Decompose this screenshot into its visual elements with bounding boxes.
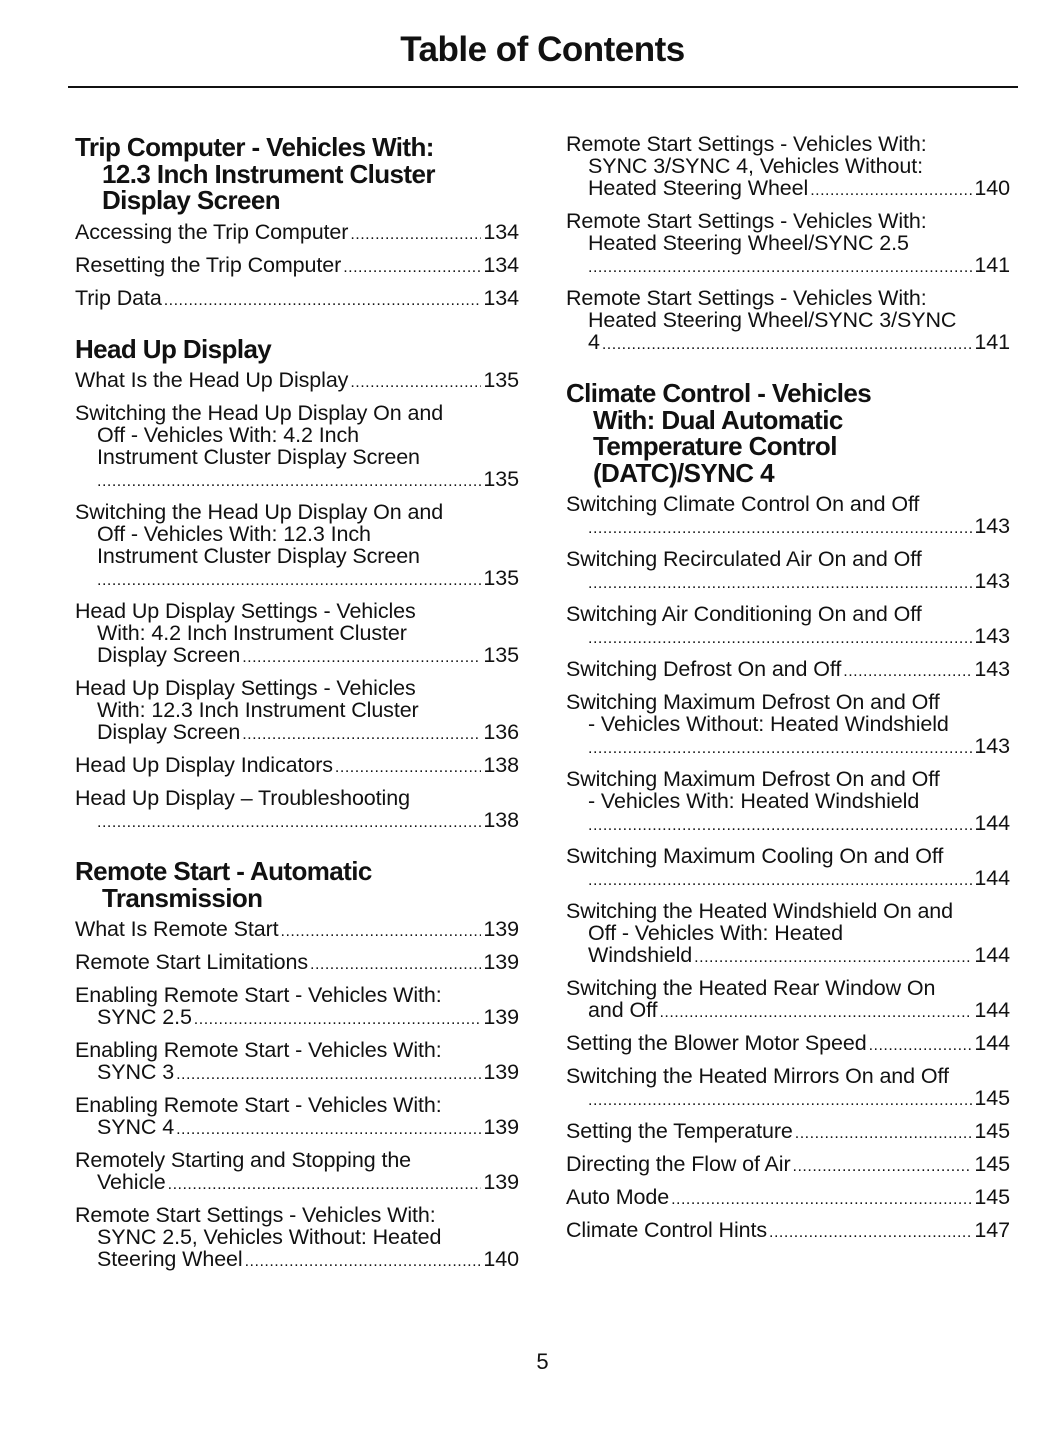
toc-entry-line bbox=[75, 523, 519, 545]
toc-page-number[interactable]: 135 bbox=[483, 467, 519, 491]
toc-entry[interactable] bbox=[75, 951, 519, 976]
dot-leader bbox=[164, 290, 482, 312]
dot-leader bbox=[588, 573, 972, 595]
toc-entry-last-line bbox=[566, 1219, 1010, 1244]
toc-entry[interactable] bbox=[566, 287, 1010, 356]
toc-entry-last-line bbox=[566, 1120, 1010, 1145]
toc-entry-last-line bbox=[75, 1248, 519, 1273]
toc-page-number[interactable]: 138 bbox=[483, 753, 519, 777]
toc-entry-text: Accessing the Trip Computer bbox=[75, 219, 349, 244]
dot-leader bbox=[242, 647, 481, 669]
toc-entry-line bbox=[566, 232, 1010, 254]
toc-section bbox=[566, 133, 1010, 356]
toc-entry[interactable] bbox=[75, 287, 519, 312]
toc-entry-last-line bbox=[566, 658, 1010, 683]
toc-entry[interactable] bbox=[75, 402, 519, 493]
toc-page-number[interactable]: 144 bbox=[974, 866, 1010, 890]
toc-entry-text: Remote Start Settings - Vehicles With: bbox=[75, 1203, 436, 1227]
toc-entry[interactable] bbox=[566, 845, 1010, 892]
toc-page-number[interactable]: 144 bbox=[974, 998, 1010, 1022]
dot-leader bbox=[176, 1064, 481, 1086]
toc-entry-text: Directing the Flow of Air bbox=[566, 1152, 791, 1176]
toc-entry-text: Remote Start Settings - Vehicles With: bbox=[566, 209, 927, 233]
toc-entry-text: Switching Recirculated Air On and Off bbox=[566, 547, 922, 571]
toc-page-number[interactable]: 139 bbox=[483, 1115, 519, 1139]
toc-entry-text: Enabling Remote Start - Vehicles With: bbox=[75, 1038, 442, 1062]
toc-entry-last-line bbox=[75, 468, 519, 493]
toc-entry[interactable] bbox=[566, 133, 1010, 202]
toc-entry-text: Heated Steering Wheel/SYNC 2.5 bbox=[588, 231, 909, 255]
toc-entry[interactable] bbox=[75, 221, 519, 246]
title-divider bbox=[68, 86, 1018, 88]
dot-leader bbox=[671, 1189, 972, 1211]
toc-entry[interactable] bbox=[566, 1219, 1010, 1244]
section-heading-line: Display Screen bbox=[102, 185, 281, 215]
toc-entry[interactable] bbox=[566, 1153, 1010, 1178]
toc-entry[interactable] bbox=[75, 918, 519, 943]
toc-entry[interactable] bbox=[75, 984, 519, 1031]
toc-page-number[interactable]: 144 bbox=[974, 811, 1010, 835]
toc-entry-line bbox=[75, 984, 519, 1006]
toc-entry-last-line bbox=[566, 944, 1010, 969]
toc-entry-text: Switching Climate Control On and Off bbox=[566, 492, 920, 516]
toc-entry-last-line bbox=[566, 735, 1010, 760]
section-heading-line: Remote Start - Automatic bbox=[75, 856, 372, 886]
dot-leader bbox=[343, 257, 481, 279]
toc-entry-text: SYNC 4 bbox=[97, 1115, 175, 1139]
toc-page-number[interactable]: 144 bbox=[974, 943, 1010, 967]
toc-entry-text: Steering Wheel bbox=[97, 1247, 243, 1271]
toc-entry-text: Off - Vehicles With: 4.2 Inch bbox=[97, 423, 359, 447]
toc-page-number[interactable]: 135 bbox=[483, 643, 519, 667]
toc-page-number[interactable]: 134 bbox=[483, 285, 519, 310]
dot-leader bbox=[176, 1119, 481, 1141]
section-heading-line: With: Dual Automatic bbox=[593, 404, 843, 435]
toc-entry-text: Remote Start Settings - Vehicles With: bbox=[566, 132, 927, 156]
section-heading-line: Trip Computer - Vehicles With: bbox=[75, 132, 434, 162]
section-heading-line: Climate Control - Vehicles bbox=[566, 378, 872, 408]
toc-entry[interactable] bbox=[75, 754, 519, 779]
toc-entry-text: SYNC 2.5 bbox=[97, 1005, 192, 1029]
toc-entry-text: Setting the Blower Motor Speed bbox=[566, 1031, 867, 1055]
toc-entry-text: Switching Air Conditioning On and Off bbox=[566, 602, 922, 626]
toc-entry-line bbox=[566, 155, 1010, 177]
toc-entry-text: Switching the Heated Windshield On and bbox=[566, 899, 954, 923]
section-heading bbox=[75, 858, 519, 911]
dot-leader bbox=[97, 812, 481, 834]
toc-entry-text: Setting the Temperature bbox=[566, 1119, 793, 1143]
toc-page-number[interactable]: 134 bbox=[483, 219, 519, 244]
toc-entry-text: Trip Data bbox=[75, 285, 162, 310]
toc-entry-text: Instrument Cluster Display Screen bbox=[97, 544, 420, 568]
toc-entry-last-line bbox=[566, 999, 1010, 1024]
toc-section bbox=[75, 858, 519, 1273]
toc-entry-line bbox=[566, 713, 1010, 735]
toc-page-number[interactable]: 143 bbox=[974, 514, 1010, 538]
toc-page-number[interactable]: 145 bbox=[974, 1185, 1010, 1209]
dot-leader bbox=[602, 334, 973, 356]
toc-entry-text: Switching the Head Up Display On and bbox=[75, 401, 444, 425]
toc-entry-line bbox=[566, 210, 1010, 232]
toc-entry-text: Heated Steering Wheel/SYNC 3/SYNC bbox=[588, 308, 957, 332]
toc-entry-line bbox=[75, 1094, 519, 1116]
toc-page-number[interactable]: 136 bbox=[483, 720, 519, 744]
toc-page-number[interactable]: 139 bbox=[483, 950, 519, 974]
toc-entry-text: Auto Mode bbox=[566, 1185, 670, 1209]
toc-page-number[interactable]: 134 bbox=[483, 252, 519, 277]
toc-entry-last-line bbox=[566, 254, 1010, 279]
toc-entry[interactable] bbox=[75, 1094, 519, 1141]
dot-leader bbox=[588, 1090, 972, 1112]
toc-entry-line bbox=[566, 603, 1010, 625]
dot-leader bbox=[843, 661, 972, 683]
toc-entry-text: Display Screen bbox=[97, 720, 241, 744]
dot-leader bbox=[588, 257, 972, 279]
toc-entry-line bbox=[566, 691, 1010, 713]
dot-leader bbox=[194, 1009, 482, 1031]
toc-page-number[interactable]: 143 bbox=[974, 657, 1010, 681]
toc-entry-last-line bbox=[75, 1171, 519, 1196]
toc-entry-line bbox=[566, 493, 1010, 515]
toc-entry-text: With: 12.3 Inch Instrument Cluster bbox=[97, 698, 419, 722]
toc-entry-text: Head Up Display Indicators bbox=[75, 753, 333, 777]
toc-section bbox=[75, 333, 519, 835]
toc-entry-line bbox=[75, 545, 519, 567]
toc-entry-line bbox=[75, 501, 519, 523]
section-heading bbox=[566, 380, 1010, 486]
dot-leader bbox=[694, 947, 972, 969]
toc-entry-text: and Off bbox=[588, 998, 658, 1022]
toc-entry-last-line bbox=[75, 567, 519, 592]
toc-page-number[interactable]: 145 bbox=[974, 1086, 1010, 1110]
toc-entry-text: Switching Maximum Defrost On and Off bbox=[566, 690, 940, 714]
toc-entry-line bbox=[75, 1149, 519, 1171]
dot-leader bbox=[588, 628, 972, 650]
toc-entry-text: Remote Start Settings - Vehicles With: bbox=[566, 286, 927, 310]
toc-entry-line bbox=[566, 287, 1010, 309]
toc-entry-line bbox=[75, 699, 519, 721]
toc-entry-text: What Is Remote Start bbox=[75, 917, 279, 941]
toc-entry-text: - Vehicles Without: Heated Windshield bbox=[588, 712, 949, 736]
section-heading-line: Head Up Display bbox=[75, 333, 272, 364]
toc-page-number[interactable]: 143 bbox=[974, 624, 1010, 648]
section-heading-line: 12.3 Inch Instrument Cluster bbox=[102, 158, 435, 189]
toc-entry-last-line bbox=[75, 754, 519, 779]
toc-entry-text: Switching Maximum Cooling On and Off bbox=[566, 844, 944, 868]
toc-entry-text: Vehicle bbox=[97, 1170, 166, 1194]
toc-column-right bbox=[566, 133, 1010, 1268]
toc-entry-line bbox=[75, 1204, 519, 1226]
toc-entry[interactable] bbox=[566, 977, 1010, 1024]
toc-page-number[interactable]: 140 bbox=[483, 1247, 519, 1271]
toc-entry-line bbox=[75, 677, 519, 699]
dot-leader bbox=[659, 1002, 972, 1024]
toc-page-number[interactable]: 139 bbox=[483, 1170, 519, 1194]
toc-entry-text: Enabling Remote Start - Vehicles With: bbox=[75, 983, 442, 1007]
toc-entry[interactable] bbox=[566, 1186, 1010, 1211]
toc-entry-text: Switching the Heated Rear Window On bbox=[566, 976, 936, 1000]
toc-entry-line bbox=[75, 787, 519, 809]
toc-entry-line bbox=[566, 768, 1010, 790]
toc-entry[interactable] bbox=[566, 493, 1010, 540]
toc-page-number[interactable]: 145 bbox=[974, 1152, 1010, 1176]
toc-entry-line bbox=[566, 309, 1010, 331]
dot-leader bbox=[350, 372, 481, 394]
toc-entry-line bbox=[566, 922, 1010, 944]
toc-entry[interactable] bbox=[75, 369, 519, 394]
toc-entry-last-line bbox=[566, 867, 1010, 892]
toc-entry-text: SYNC 2.5, Vehicles Without: Heated bbox=[97, 1225, 442, 1249]
toc-entry-last-line bbox=[566, 812, 1010, 837]
toc-entry-last-line bbox=[75, 369, 519, 394]
toc-entry-last-line bbox=[75, 809, 519, 834]
toc-entry-last-line bbox=[566, 570, 1010, 595]
toc-page-number[interactable]: 141 bbox=[974, 253, 1010, 277]
toc-entry[interactable] bbox=[75, 600, 519, 669]
toc-entry[interactable] bbox=[566, 1032, 1010, 1057]
toc-entry[interactable] bbox=[75, 787, 519, 834]
toc-entry-last-line bbox=[75, 951, 519, 976]
toc-entry[interactable] bbox=[566, 900, 1010, 969]
toc-page-number[interactable]: 147 bbox=[974, 1218, 1010, 1242]
toc-entry-text: Resetting the Trip Computer bbox=[75, 252, 342, 277]
dot-leader bbox=[168, 1174, 482, 1196]
toc-entry-text: Climate Control Hints bbox=[566, 1218, 768, 1242]
toc-page-number[interactable]: 143 bbox=[974, 569, 1010, 593]
toc-page-number[interactable]: 139 bbox=[483, 917, 519, 941]
toc-entry[interactable] bbox=[566, 210, 1010, 279]
toc-entry-last-line bbox=[566, 625, 1010, 650]
dot-leader bbox=[97, 471, 481, 493]
toc-column-left bbox=[75, 134, 519, 1297]
toc-entry-text: Remotely Starting and Stopping the bbox=[75, 1148, 412, 1172]
toc-entry-last-line bbox=[566, 1032, 1010, 1057]
toc-entry-text: 4 bbox=[588, 330, 600, 354]
toc-entry-last-line bbox=[566, 331, 1010, 356]
toc-entry-text: SYNC 3 bbox=[97, 1060, 175, 1084]
section-heading-line: Temperature Control bbox=[593, 431, 837, 461]
toc-entry-text: Switching Maximum Defrost On and Off bbox=[566, 767, 940, 791]
dot-leader bbox=[869, 1035, 973, 1057]
toc-entry-last-line bbox=[75, 644, 519, 669]
toc-entry-line bbox=[75, 600, 519, 622]
toc-entry-last-line bbox=[75, 918, 519, 943]
section-heading-line: (DATC)/SYNC 4 bbox=[593, 457, 774, 488]
toc-page-number[interactable]: 140 bbox=[974, 176, 1010, 200]
toc-section bbox=[75, 134, 519, 312]
toc-entry-line bbox=[75, 446, 519, 468]
toc-entry-last-line bbox=[566, 515, 1010, 540]
toc-entry[interactable] bbox=[566, 1120, 1010, 1145]
toc-page-number[interactable]: 139 bbox=[483, 1005, 519, 1029]
toc-entry[interactable] bbox=[566, 658, 1010, 683]
section-heading bbox=[75, 333, 519, 364]
toc-entry-line bbox=[566, 1065, 1010, 1087]
toc-section bbox=[566, 380, 1010, 1244]
dot-leader bbox=[769, 1222, 972, 1244]
toc-entry-text: Switching the Head Up Display On and bbox=[75, 500, 444, 524]
toc-page-number[interactable]: 135 bbox=[483, 566, 519, 590]
toc-entry-last-line bbox=[75, 721, 519, 746]
dot-leader bbox=[97, 570, 481, 592]
toc-entry-text: With: 4.2 Inch Instrument Cluster bbox=[97, 621, 407, 645]
dot-leader bbox=[350, 224, 481, 246]
toc-entry-line bbox=[566, 977, 1010, 999]
dot-leader bbox=[588, 738, 972, 760]
toc-entry-last-line bbox=[566, 1153, 1010, 1178]
toc-entry[interactable] bbox=[566, 603, 1010, 650]
dot-leader bbox=[588, 870, 972, 892]
toc-entry-text: What Is the Head Up Display bbox=[75, 368, 349, 392]
toc-entry-text: Display Screen bbox=[97, 643, 241, 667]
toc-entry-text: Enabling Remote Start - Vehicles With: bbox=[75, 1093, 442, 1117]
toc-entry-line bbox=[566, 790, 1010, 812]
toc-entry-line bbox=[566, 133, 1010, 155]
page-number: 5 bbox=[536, 1349, 549, 1374]
toc-page-number[interactable]: 135 bbox=[483, 368, 519, 392]
dot-leader bbox=[245, 1251, 482, 1273]
toc-entry-text: Heated Steering Wheel bbox=[588, 176, 809, 200]
dot-leader bbox=[310, 954, 481, 976]
toc-entry-last-line bbox=[566, 1087, 1010, 1112]
dot-leader bbox=[810, 180, 972, 202]
dot-leader bbox=[281, 921, 482, 943]
dot-leader bbox=[795, 1123, 973, 1145]
toc-entry-text: Switching the Heated Mirrors On and Off bbox=[566, 1064, 949, 1088]
toc-entry-text: Windshield bbox=[588, 943, 693, 967]
toc-entry[interactable] bbox=[566, 691, 1010, 760]
toc-entry-text: Switching Defrost On and Off bbox=[566, 657, 842, 681]
toc-entry-text: - Vehicles With: Heated Windshield bbox=[588, 789, 920, 813]
toc-entry-text: SYNC 3/SYNC 4, Vehicles Without: bbox=[588, 154, 923, 178]
dot-leader bbox=[588, 518, 972, 540]
toc-page-number[interactable]: 145 bbox=[974, 1119, 1010, 1143]
toc-entry-text: Remote Start Limitations bbox=[75, 950, 308, 974]
dot-leader bbox=[793, 1156, 973, 1178]
toc-entry-last-line bbox=[75, 287, 519, 312]
toc-entry-line bbox=[566, 845, 1010, 867]
toc-entry-last-line bbox=[75, 1061, 519, 1086]
toc-entry[interactable] bbox=[75, 1204, 519, 1273]
toc-entry-text: Off - Vehicles With: 12.3 Inch bbox=[97, 522, 371, 546]
dot-leader bbox=[588, 815, 972, 837]
toc-entry-line bbox=[566, 900, 1010, 922]
toc-entry[interactable] bbox=[566, 1065, 1010, 1112]
dot-leader bbox=[335, 757, 482, 779]
toc-entry[interactable] bbox=[75, 501, 519, 592]
toc-entry[interactable] bbox=[566, 768, 1010, 837]
toc-entry-line bbox=[75, 622, 519, 644]
section-heading bbox=[75, 134, 519, 214]
dot-leader bbox=[242, 724, 481, 746]
toc-entry-last-line bbox=[75, 1006, 519, 1031]
toc-page-number[interactable]: 138 bbox=[483, 808, 519, 832]
toc-page-number[interactable]: 141 bbox=[974, 330, 1010, 354]
toc-entry-text: Instrument Cluster Display Screen bbox=[97, 445, 420, 469]
toc-entry-text: Head Up Display – Troubleshooting bbox=[75, 786, 410, 810]
toc-entry[interactable] bbox=[75, 1149, 519, 1196]
toc-entry-line bbox=[75, 402, 519, 424]
page-title: Table of Contents bbox=[400, 30, 685, 69]
toc-entry[interactable] bbox=[75, 1039, 519, 1086]
toc-entry-last-line bbox=[75, 221, 519, 246]
section-heading-line: Transmission bbox=[102, 882, 263, 913]
toc-entry-line bbox=[75, 1226, 519, 1248]
toc-entry-line bbox=[566, 548, 1010, 570]
toc-page-number[interactable]: 139 bbox=[483, 1060, 519, 1084]
toc-entry[interactable] bbox=[566, 548, 1010, 595]
toc-entry[interactable] bbox=[75, 254, 519, 279]
toc-entry-text: Head Up Display Settings - Vehicles bbox=[75, 599, 416, 623]
toc-entry-line bbox=[75, 424, 519, 446]
toc-entry-last-line bbox=[566, 177, 1010, 202]
toc-entry-last-line bbox=[75, 1116, 519, 1141]
toc-entry[interactable] bbox=[75, 677, 519, 746]
toc-page-number[interactable]: 143 bbox=[974, 734, 1010, 758]
toc-entry-last-line bbox=[75, 254, 519, 279]
toc-entry-last-line bbox=[566, 1186, 1010, 1211]
toc-entry-text: Head Up Display Settings - Vehicles bbox=[75, 676, 416, 700]
toc-entry-text: Off - Vehicles With: Heated bbox=[588, 921, 844, 945]
toc-page-number[interactable]: 144 bbox=[974, 1031, 1010, 1055]
toc-entry-line bbox=[75, 1039, 519, 1061]
